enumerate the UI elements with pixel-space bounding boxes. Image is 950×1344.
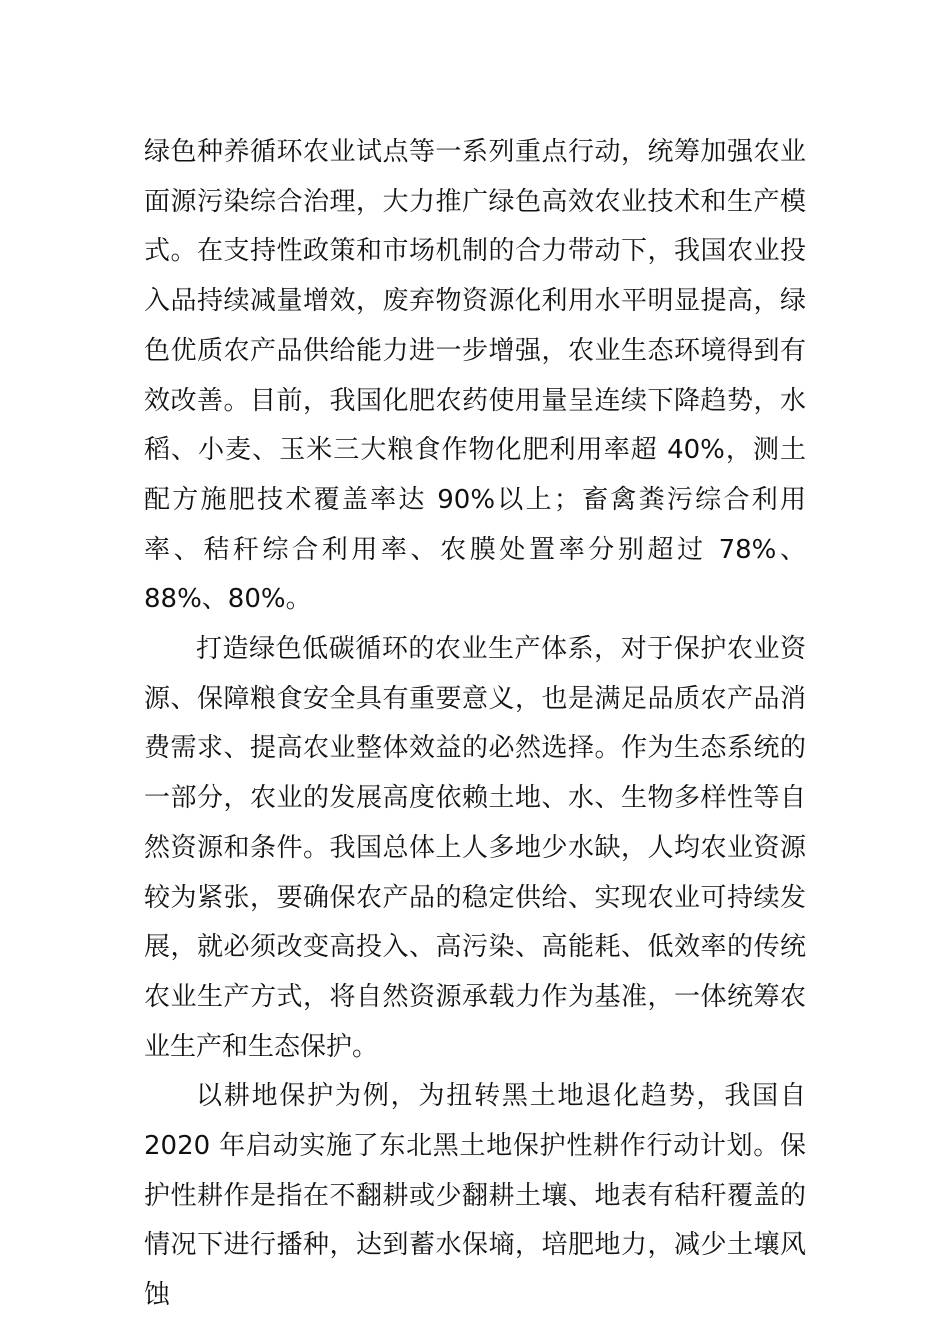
paragraph-continued: 绿色种养循环农业试点等一系列重点行动，统筹加强农业面源污染综合治理，大力推广绿色高效农业技术和生产模式。在支持性政策和市场机制的合力带动下，我国农业投入品持续减量增效，废弃物资源化利用水平明显提高，绿色优质农产品供给能力进一步增强，农业生态环境得到有效改善。目前，我国化肥农药使用量呈连续下降趋势，水稻、小麦、玉米三大粮食作物化肥利用率超 40%，测土配方施肥技术覆盖率达 90%以上；畜禽粪污综合利用率、秸秆综合利用率、农膜处置率分别超过 78%、88%、80%。 bbox=[144, 137, 806, 615]
paragraph-farmland-protection: 以耕地保护为例，为扭转黑土地退化趋势，我国自2020 年启动实施了东北黑土地保护性耕作行动计划。保护性耕作是指在不翻耕或少翻耕土壤、地表有秸秆覆盖的情况下进行播种，达到蓄水保墒，培肥地力，减少土壤风蚀 bbox=[144, 1081, 806, 1311]
document-page bbox=[144, 128, 806, 1321]
paragraph-green-low-carbon: 打造绿色低碳循环的农业生产体系，对于保护农业资源、保障粮食安全具有重要意义，也是满足品质农产品消费需求、提高农业整体效益的必然选择。作为生态系统的一部分，农业的发展高度依赖土地、水、生物多样性等自然资源和条件。我国总体上人多地少水缺，人均农业资源较为紧张，要确保农产品的稳定供给、实现农业可持续发展，就必须改变高投入、高污染、高能耗、低效率的传统农业生产方式，将自然资源承载力作为基准，一体统筹农业生产和生态保护。 bbox=[144, 634, 806, 1062]
